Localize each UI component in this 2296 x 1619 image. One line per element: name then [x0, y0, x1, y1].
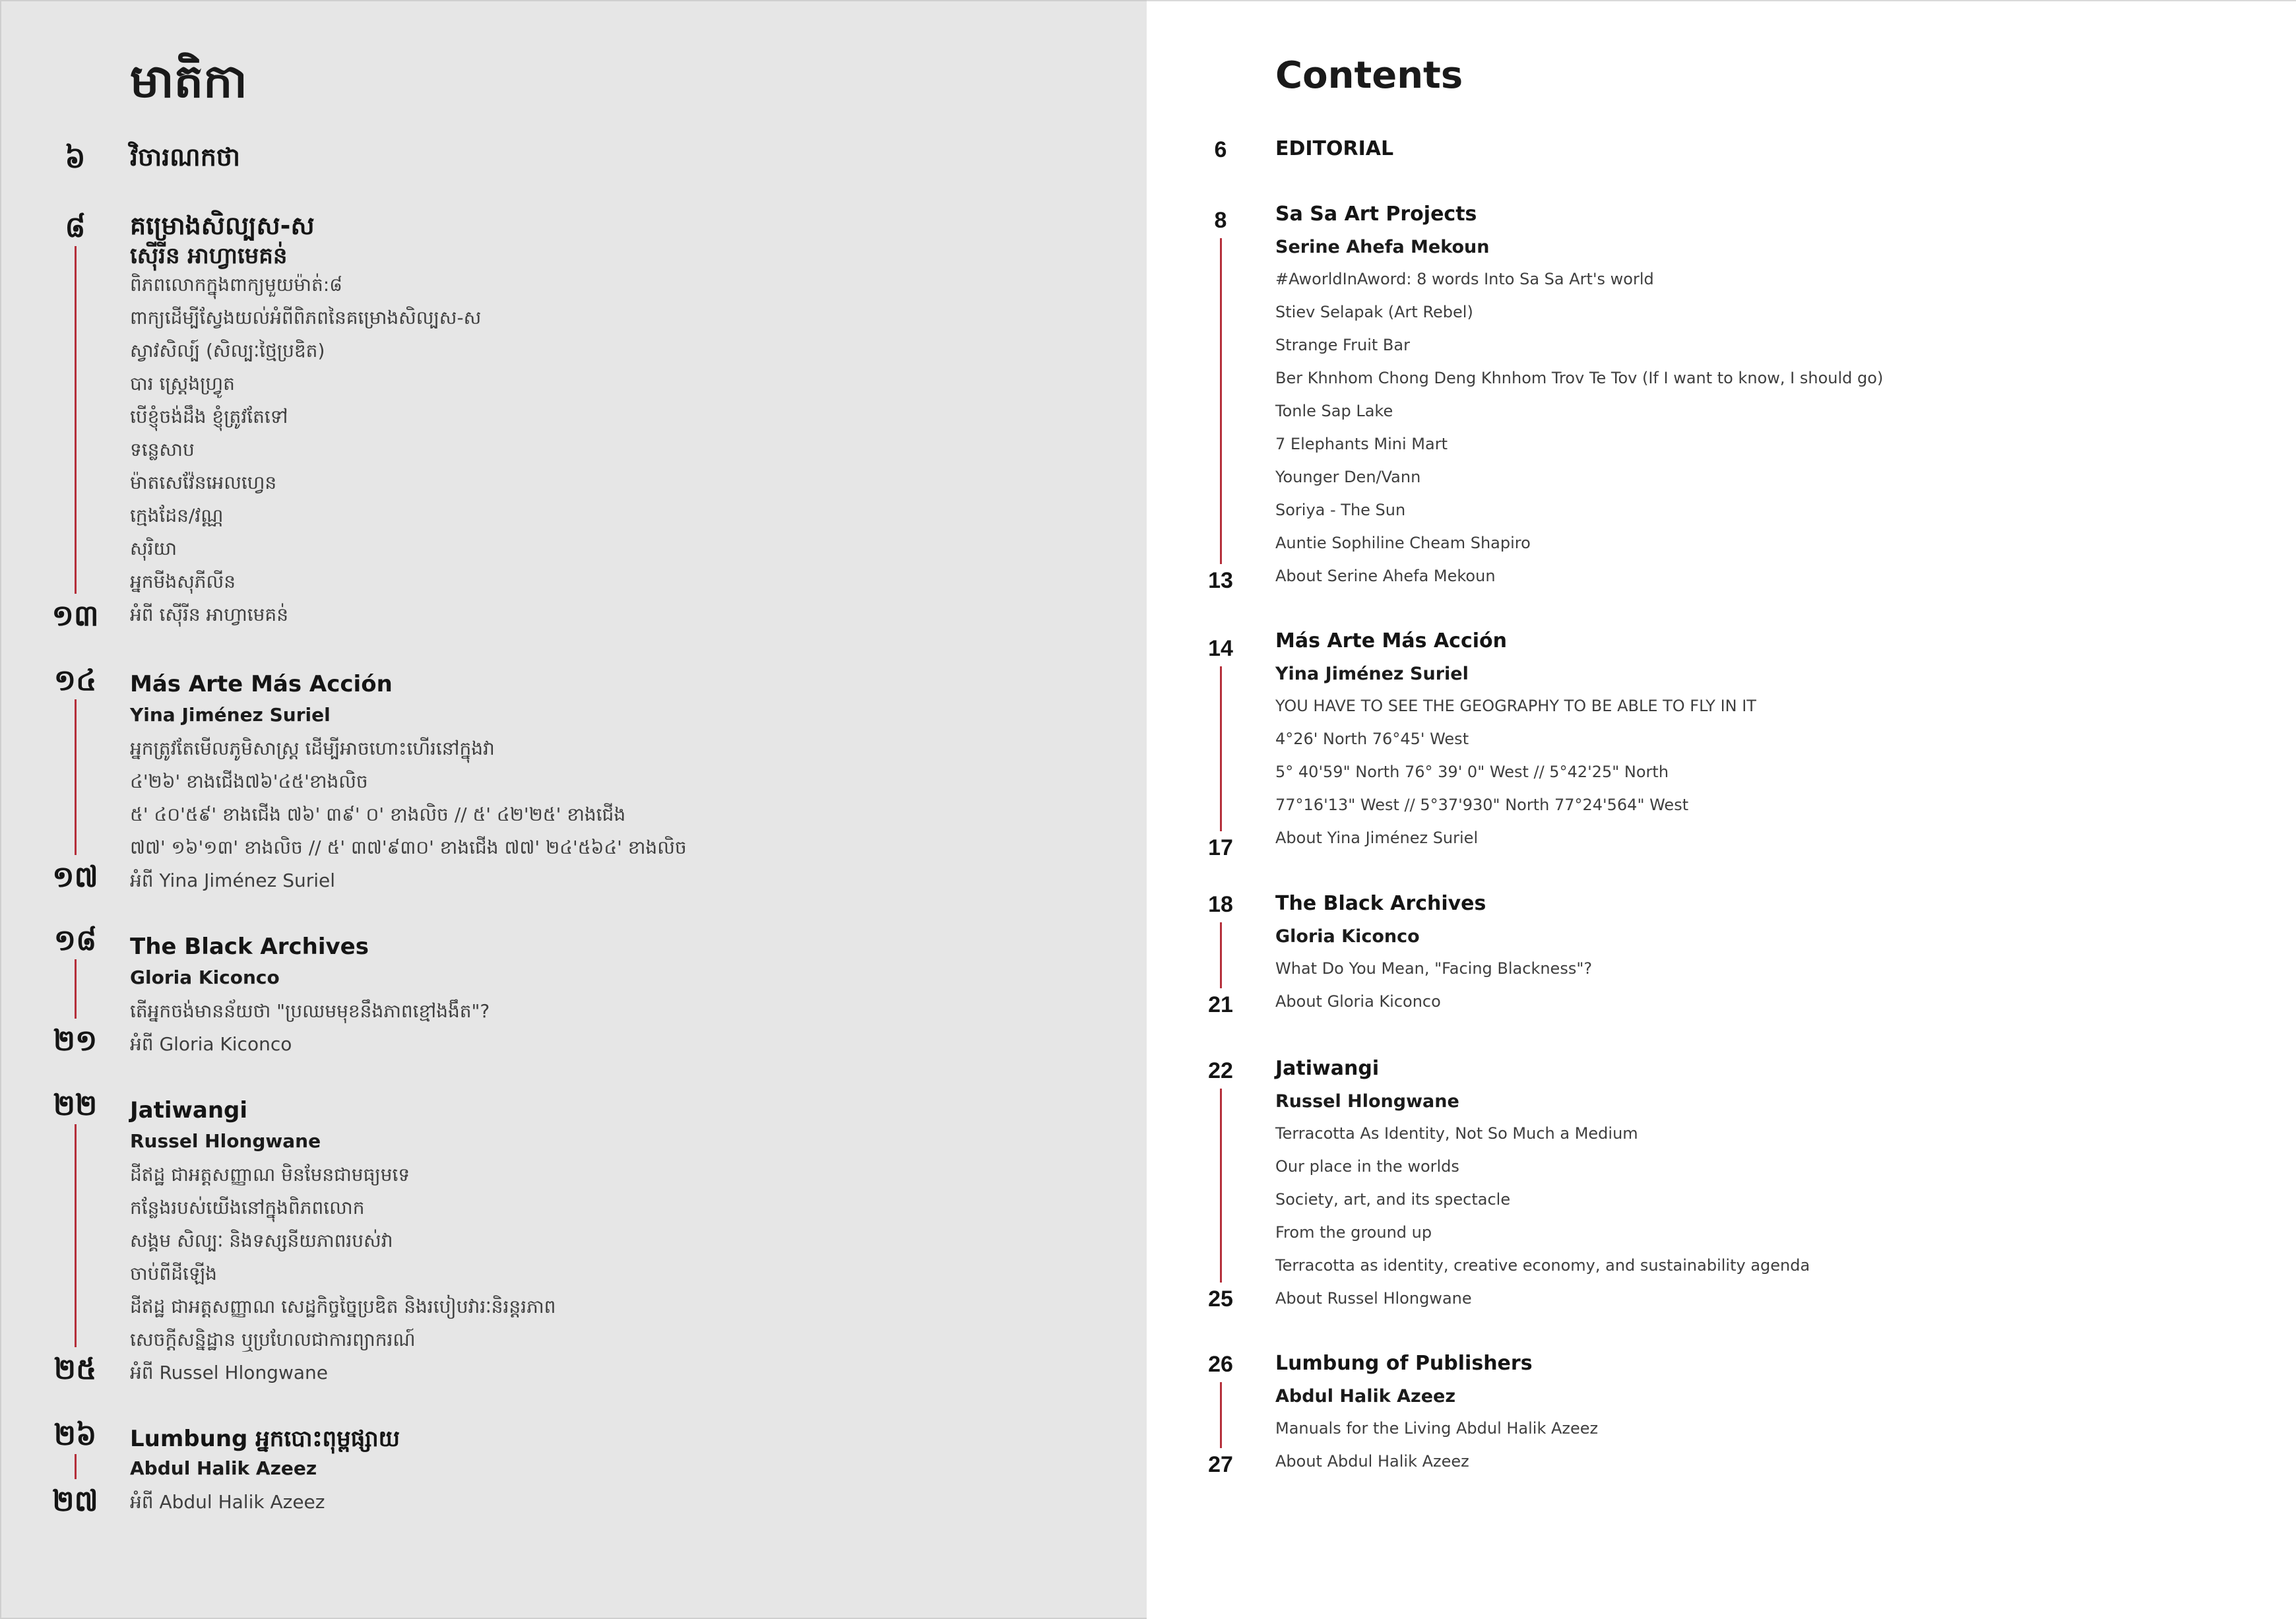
section-start-page: 8	[1214, 208, 1227, 233]
section-author: Abdul Halik Azeez	[130, 1457, 317, 1479]
section-author: Gloria Kiconco	[1275, 926, 1420, 947]
page-range-line	[75, 246, 77, 594]
page-range-line	[1220, 666, 1222, 831]
contents-item: Strange Fruit Bar	[1275, 336, 1410, 354]
page-title: មាតិកា	[130, 54, 247, 108]
contents-item: អំពី Abdul Halik Azeez	[130, 1491, 325, 1513]
page-range-line	[1220, 922, 1222, 988]
contents-item: What Do You Mean, "Facing Blackness"?	[1275, 959, 1593, 978]
section-heading: Más Arte Más Acción	[130, 671, 393, 697]
contents-item: អ្នកត្រូវតែមើលភូមិសាស្ត្រ ដើម្បីអាចហោះហើរនៅក្នុងវា	[130, 738, 495, 759]
section-author: Gloria Kiconco	[130, 967, 280, 988]
contents-item: About Yina Jiménez Suriel	[1275, 829, 1479, 847]
editorial-entry: EDITORIAL	[1275, 137, 1394, 160]
contents-item: ពិភពលោកក្នុងពាក្យមួយម៉ាត់:៨	[130, 274, 342, 296]
section-start-page: ៨	[65, 210, 86, 244]
section-author: Yina Jiménez Suriel	[130, 704, 331, 726]
page-range-line	[75, 1454, 77, 1479]
contents-item: ពាក្យដើម្បីស្វែងយល់អំពីពិភពនៃគម្រោងសិល្បស-ស	[130, 307, 482, 329]
section-start-page: 26	[1208, 1352, 1233, 1377]
contents-item: ចាប់ពីដីឡើង	[130, 1263, 217, 1285]
section-end-page: 25	[1208, 1286, 1233, 1312]
contents-item: កន្លែងរបស់យើងនៅក្នុងពិភពលោក	[130, 1197, 365, 1219]
contents-item: បើខ្ញុំចង់ដឹង ខ្ញុំត្រូវតែទៅ	[130, 406, 288, 428]
section-heading: Jatiwangi	[1275, 1057, 1380, 1080]
contents-item: #AworldInAword: 8 words Into Sa Sa Art's world	[1275, 270, 1654, 288]
contents-item: 7 Elephants Mini Mart	[1275, 435, 1448, 453]
contents-item: ម៉ាតសេវ៉ែនអេលហ្វេន	[130, 472, 277, 493]
section-heading: The Black Archives	[1275, 892, 1486, 915]
contents-item: About Abdul Halik Azeez	[1275, 1452, 1469, 1471]
section-start-page: 22	[1208, 1058, 1233, 1083]
contents-item: 4°26' North 76°45' West	[1275, 730, 1469, 748]
page-range-line	[75, 699, 77, 855]
section-heading: Jatiwangi	[130, 1097, 248, 1124]
section-end-page: ២៥	[53, 1352, 97, 1386]
page-range-line	[75, 1124, 77, 1347]
contents-item: About Gloria Kiconco	[1275, 992, 1441, 1011]
contents-item: អំពី Yina Jiménez Suriel	[130, 870, 336, 891]
section-end-page: ២១	[53, 1024, 98, 1058]
contents-item: Auntie Sophiline Cheam Shapiro	[1275, 534, 1531, 552]
section-end-page: 21	[1208, 992, 1233, 1017]
section-author: Abdul Halik Azeez	[1275, 1386, 1456, 1407]
contents-item: YOU HAVE TO SEE THE GEOGRAPHY TO BE ABLE TO FLY IN IT	[1275, 697, 1756, 715]
contents-item: ស្វាវសិល្ប៍ (សិល្បៈថ្មៃប្រឌិត)	[130, 340, 325, 362]
contents-item: Ber Khnhom Chong Deng Khnhom Trov Te Tov (If I want to know, I should go)	[1275, 369, 1884, 387]
section-end-page: ១៣	[51, 599, 99, 633]
editorial-entry: វិចារណកថា	[130, 143, 240, 172]
editorial-page-number: ៦	[65, 141, 86, 175]
section-start-page: ២៦	[53, 1418, 97, 1452]
section-author: Serine Ahefa Mekoun	[1275, 237, 1490, 257]
contents-item: អំពី ស៊ើរីន អាហ្វាមេគន់	[130, 604, 288, 625]
page-range-line	[75, 959, 77, 1019]
page-range-line	[1220, 1382, 1222, 1448]
section-heading: Sa Sa Art Projects	[1275, 203, 1477, 226]
contents-item: Society, art, and its spectacle	[1275, 1190, 1511, 1209]
section-heading: គម្រោងសិល្បស-ស	[130, 211, 315, 240]
contents-item: ដីឥដ្ឋ ជាអត្តសញ្ញាណ មិនមែនជាមធ្យមទេ	[130, 1164, 410, 1186]
page-range-line	[1220, 238, 1222, 564]
contents-item: Our place in the worlds	[1275, 1157, 1459, 1176]
section-author: Yina Jiménez Suriel	[1275, 664, 1469, 684]
contents-item: អ្នកមីងសុភីលីន	[130, 571, 236, 592]
contents-item: ដីឥដ្ឋ ជាអត្តសញ្ញាណ សេដ្ឋកិច្ចច្នៃប្រឌិត និងរបៀបវារៈនិរន្តរភាព	[130, 1296, 556, 1317]
contents-item: From the ground up	[1275, 1223, 1432, 1242]
contents-item: About Russel Hlongwane	[1275, 1289, 1472, 1308]
page-range-line	[1220, 1089, 1222, 1283]
contents-item: Soriya - The Sun	[1275, 501, 1406, 519]
contents-item: ៤'២៦' ខាងជើង៧៦'៤៥'ខាងលិច	[130, 771, 368, 792]
contents-item: ៧៧' ១៦'១៣' ខាងលិច // ៥' ៣៧'៩៣០' ខាងជើង ៧៧' ២៤'៥៦៤' ខាងលិច	[130, 837, 687, 858]
section-start-page: ១៤	[53, 664, 97, 697]
section-end-page: 13	[1208, 568, 1233, 593]
contents-item: Terracotta as identity, creative economy, and sustainability agenda	[1275, 1256, 1810, 1275]
editorial-page-number: 6	[1214, 137, 1227, 162]
contents-item: Younger Den/Vann	[1275, 468, 1421, 486]
section-start-page: 14	[1208, 636, 1233, 661]
contents-item: សុរិយា	[130, 538, 177, 559]
contents-item: ក្មេងដែន/វណ្ណ	[130, 505, 224, 526]
section-end-page: 27	[1208, 1452, 1233, 1477]
section-author: ស៊ើរីន អាហ្វាមេគន់	[130, 243, 288, 269]
section-end-page: 17	[1208, 835, 1233, 860]
contents-item: 5° 40'59" North 76° 39' 0" West // 5°42'25" North	[1275, 763, 1669, 781]
contents-item: តើអ្នកចង់មានន័យថា "ប្រឈមមុខនឹងភាពខ្មៅងងឹត"?	[130, 1000, 490, 1022]
contents-item: អំពី Gloria Kiconco	[130, 1033, 292, 1055]
page-title: Contents	[1275, 54, 1463, 97]
section-author: Russel Hlongwane	[130, 1130, 321, 1152]
section-start-page: ២២	[53, 1089, 98, 1122]
contents-item: About Serine Ahefa Mekoun	[1275, 567, 1496, 585]
contents-item: សេចក្តីសន្និដ្ឋាន ឬប្រហែលជាការព្យាករណ៍	[130, 1329, 416, 1350]
section-heading: Lumbung of Publishers	[1275, 1352, 1533, 1375]
contents-item: Tonle Sap Lake	[1275, 402, 1393, 420]
contents-item: 77°16'13" West // 5°37'930" North 77°24'564" West	[1275, 796, 1689, 814]
contents-item: អំពី Russel Hlongwane	[130, 1362, 328, 1383]
english-contents-page	[1147, 0, 2296, 1619]
contents-item: បារ ស្ត្រេងហ្វ្រូត	[130, 373, 235, 395]
contents-item: Manuals for the Living Abdul Halik Azeez	[1275, 1419, 1599, 1438]
section-author: Russel Hlongwane	[1275, 1091, 1459, 1112]
contents-item: សង្គម សិល្បៈ និងទស្សនីយភាពរបស់វា	[130, 1230, 393, 1252]
contents-item: Stiev Selapak (Art Rebel)	[1275, 303, 1473, 321]
section-start-page: 18	[1208, 892, 1233, 917]
section-heading: Más Arte Más Acción	[1275, 629, 1507, 652]
section-heading: The Black Archives	[130, 934, 369, 960]
contents-item: ៥' ៤០'៥៩' ខាងជើង ៧៦' ៣៩' ០' ខាងលិច // ៥' ៤២'២៥' ខាងជើង	[130, 804, 626, 825]
section-end-page: ១៧	[52, 860, 98, 894]
khmer-contents-page	[0, 0, 1147, 1619]
section-heading: Lumbung អ្នកបោះពុម្ពផ្សាយ	[130, 1426, 400, 1452]
contents-item: ទន្លេសាប	[130, 439, 195, 460]
section-end-page: ២៧	[52, 1484, 98, 1518]
contents-item: Terracotta As Identity, Not So Much a Medium	[1275, 1124, 1638, 1143]
section-start-page: ១៨	[53, 924, 97, 957]
